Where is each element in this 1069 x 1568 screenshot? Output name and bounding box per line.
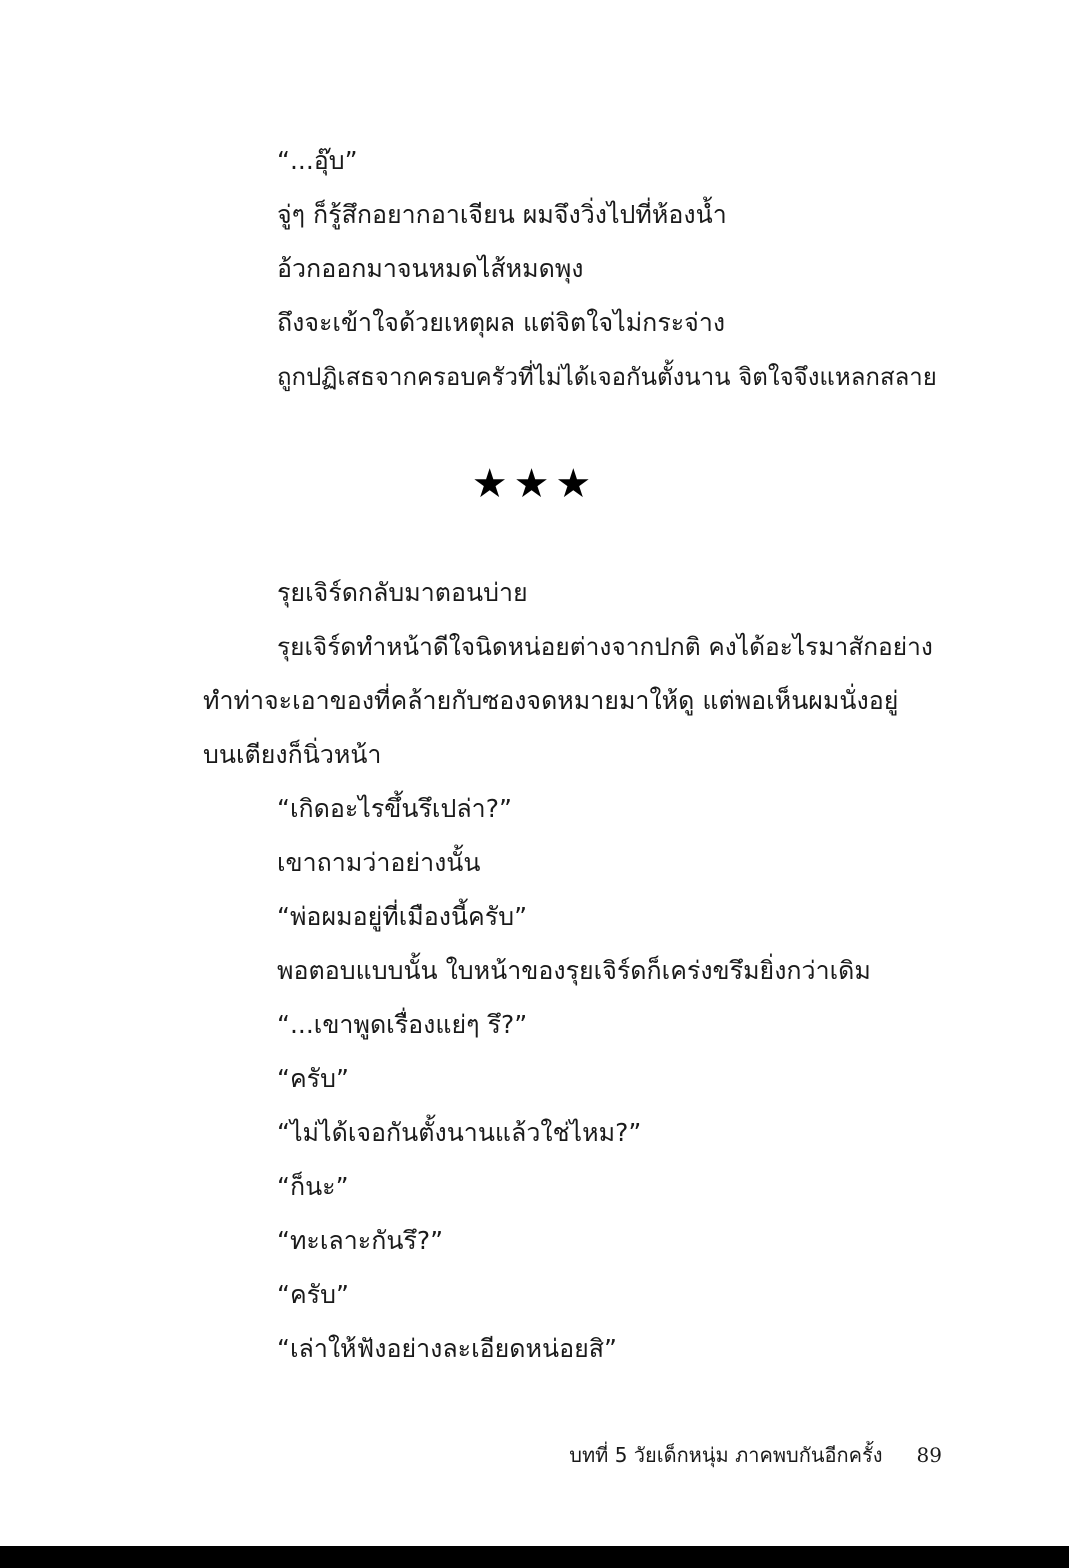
paragraph-line: รุยเจิร์ดกลับมาตอนบ่าย <box>277 578 528 607</box>
paragraph-line: รุยเจิร์ดทำหน้าดีใจนิดหน่อยต่างจากปกติ คงได้อะไรมาสักอย่าง <box>277 632 933 661</box>
dialogue-line: “ครับ” <box>277 1280 349 1309</box>
text-line: จู่ๆ ก็รู้สึกอยากอาเจียน ผมจึงวิ่งไปที่ห้องน้ำ <box>277 200 727 229</box>
dialogue-line: “ไม่ได้เจอกันตั้งนานแล้วใช่ไหม?” <box>277 1118 642 1147</box>
dialogue-line: พอตอบแบบนั้น ใบหน้าของรุยเจิร์ดก็เคร่งขรึมยิ่งกว่าเดิม <box>277 956 871 985</box>
dialogue-line: “...เขาพูดเรื่องแย่ๆ รึ?” <box>277 1010 528 1039</box>
text-line: “...อุ๊บ” <box>277 146 358 175</box>
text-line: ถูกปฏิเสธจากครอบครัวที่ไม่ได้เจอกันตั้งนาน จิตใจจึงแหลกสลาย <box>277 363 937 391</box>
dialogue-line: “ก็นะ” <box>277 1172 349 1201</box>
page-number: 89 <box>916 1443 942 1467</box>
dialogue-line: “เล่าให้ฟังอย่างละเอียดหน่อยสิ” <box>277 1334 617 1363</box>
bottom-bar <box>0 1546 1069 1568</box>
paragraph-line: บนเตียงก็นิ่วหน้า <box>203 740 382 769</box>
chapter-title: บทที่ 5 วัยเด็กหนุ่ม ภาคพบกันอีกครั้ง <box>569 1443 883 1467</box>
dialogue-line: “ทะเลาะกันรึ?” <box>277 1226 444 1255</box>
dialogue-line: “พ่อผมอยู่ที่เมืองนี้ครับ” <box>277 902 528 931</box>
text-line: อ้วกออกมาจนหมดไส้หมดพุง <box>277 254 584 283</box>
text-line: ถึงจะเข้าใจด้วยเหตุผล แต่จิตใจไม่กระจ่าง <box>277 308 726 337</box>
paragraph-line: ทำท่าจะเอาของที่คล้ายกับซองจดหมายมาให้ดู แต่พอเห็นผมนั่งอยู่ <box>203 686 899 715</box>
section-separator: ★★★ <box>471 461 598 507</box>
dialogue-line: “ครับ” <box>277 1064 349 1093</box>
dialogue-line: เขาถามว่าอย่างนั้น <box>277 848 481 877</box>
page-footer <box>569 1442 942 1468</box>
dialogue-line: “เกิดอะไรขึ้นรึเปล่า?” <box>277 794 512 823</box>
